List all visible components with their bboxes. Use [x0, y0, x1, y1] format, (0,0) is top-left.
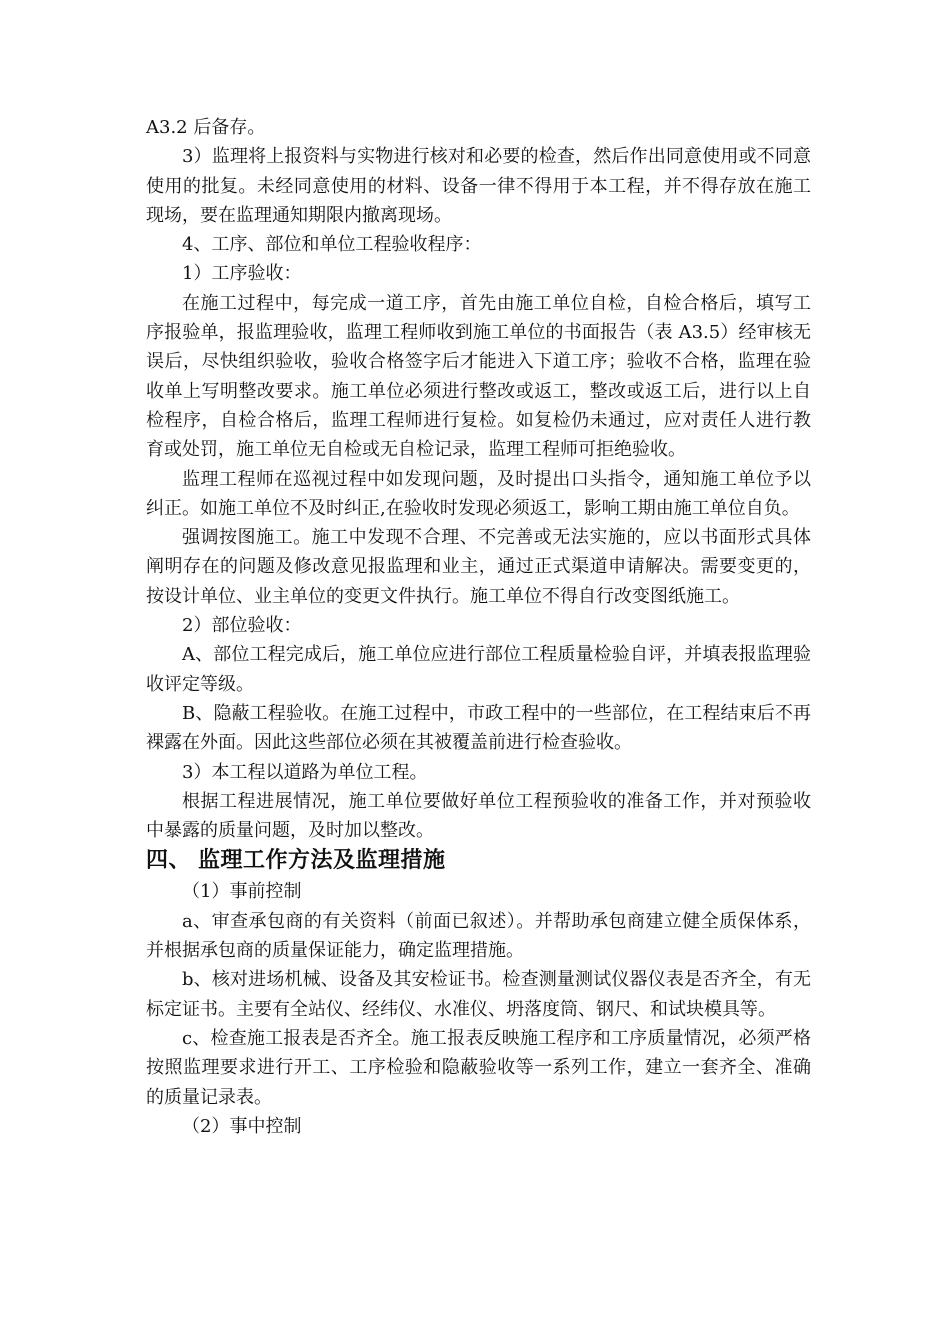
paragraph: c、检查施工报表是否齐全。施工报表反映施工程序和工序质量情况，必须严格按照监理要求进行开工、工序检验和隐蔽验收等一系列工作，建立一套齐全、准确的质量记录表。	[146, 1027, 811, 1108]
paragraph: 根据工程进展情况，施工单位要做好单位工程预验收的准备工作，并对预验收中暴露的质量问题，及时加以整改。	[146, 790, 811, 842]
section-heading	[146, 845, 811, 877]
document-body	[146, 113, 811, 1141]
subsection-label: （1）事前控制	[182, 881, 302, 903]
paragraph: 3）本工程以道路为单位工程。	[182, 761, 428, 783]
paragraph: b、核对进场机械、设备及其安检证书。检查测量测试仪器仪表是否齐全，有无标定证书。主要有全站仪、经纬仪、水准仪、坍落度筒、钢尺、和试块模具等。	[146, 969, 811, 1020]
paragraph: 1）工序验收：	[182, 263, 302, 285]
section-title: 监理工作方法及监理措施	[198, 848, 446, 874]
paragraph: 监理工程师在巡视过程中如发现问题，及时提出口头指令，通知施工单位予以纠正。如施工单位不及时纠正,在验收时发现必须返工，影响工期由施工单位自负。	[146, 468, 811, 519]
paragraph: B、隐蔽工程验收。在施工过程中，市政工程中的一些部位，在工程结束后不再裸露在外面。因此这些部位必须在其被覆盖前进行检查验收。	[146, 702, 811, 754]
subsection-label: （2）事中控制	[182, 1115, 302, 1137]
paragraph: A3.2 后备存。	[146, 117, 266, 138]
paragraph: A、部位工程完成后，施工单位应进行部位工程质量检验自评，并填表报监理验收评定等级。	[146, 644, 811, 695]
paragraph: 3）监理将上报资料与实物进行核对和必要的检查，然后作出同意使用或不同意使用的批复。未经同意使用的材料、设备一律不得用于本工程，并不得存放在施工现场，要在监理通知期限内撤离现场。	[146, 146, 811, 226]
paragraph: 4、工序、部位和单位工程验收程序：	[182, 234, 482, 256]
paragraph: 2）部位验收：	[182, 615, 302, 637]
section-number: 四、	[146, 848, 192, 874]
paragraph: 在施工过程中，每完成一道工序，首先由施工单位自检，自检合格后，填写工序报验单，报监理验收，监理工程师收到施工单位的书面报告（表 A3.5）经审核无误后，尽快组织验收，验收合格签字后才能进入下道工序；验收不合格，监理在验收单上写明整改要求。施工单位必须进行整改或返工，整改或返工后，进行以上自检程序，自检合格后，监理工程师进行复检。如复检仍未通过，应对责任人进行教育或处罚，施工单位无自检或无自检记录，监理工程师可拒绝验收。	[146, 292, 811, 461]
paragraph: a、审查承包商的有关资料（前面已叙述）。并帮助承包商建立健全质保体系，并根据承包商的质量保证能力，确定监理措施。	[146, 910, 811, 962]
paragraph: 强调按图施工。施工中发现不合理、不完善或无法实施的，应以书面形式具体阐明存在的问题及修改意见报监理和业主，通过正式渠道申请解决。需要变更的，按设计单位、业主单位的变更文件执行。施工单位不得自行改变图纸施工。	[146, 527, 811, 607]
